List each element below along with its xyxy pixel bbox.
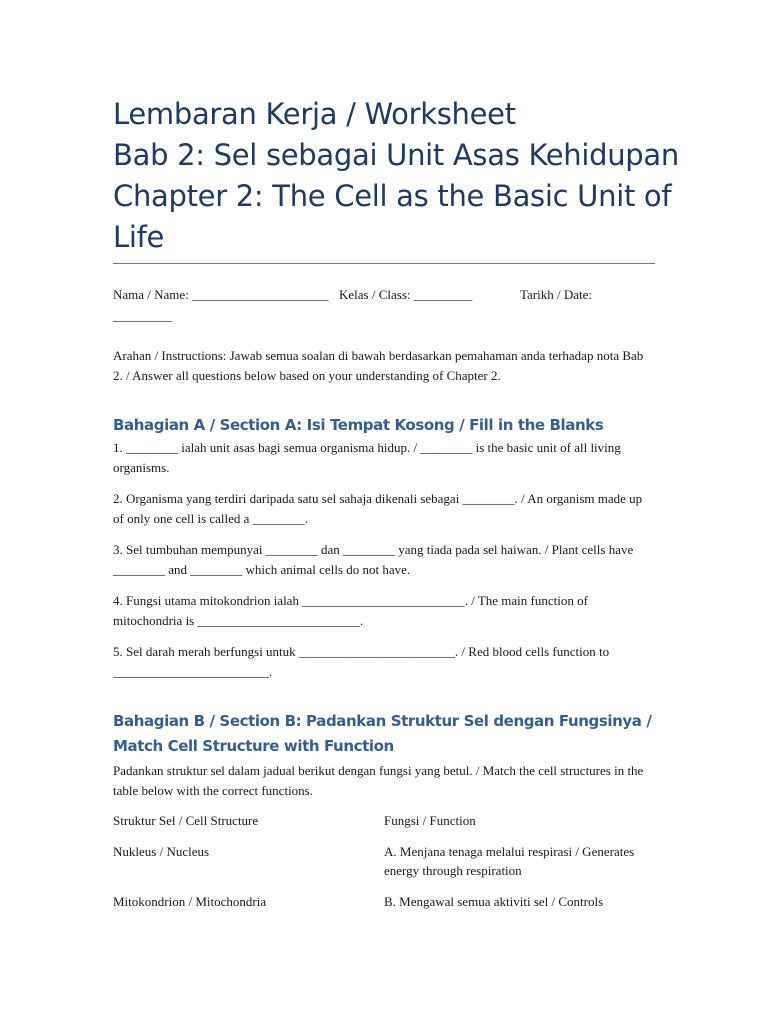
title-line-2: Bab 2: Sel sebagai Unit Asas Kehidupan <box>113 138 679 172</box>
table-cell-structure: Nukleus / Nucleus <box>113 843 210 859</box>
question-2: 2. Organisma yang terdiri daripada satu sel sahaja dikenali sebagai ________. / An organism made up of only one cell is called a ________. <box>113 491 643 526</box>
section-b-intro: Padankan struktur sel dalam jadual berikut dengan fungsi yang betul. / Match the cell structures in the table below with the correct functions. <box>113 763 644 798</box>
title-line-4: Life <box>113 220 165 254</box>
question-1: 1. ________ ialah unit asas bagi semua organisma hidup. / ________ is the basic unit of all living organisms. <box>113 440 621 475</box>
date-field-blank: _________ <box>113 308 172 323</box>
table-header-structure: Struktur Sel / Cell Structure <box>113 813 259 828</box>
table-header-row <box>113 811 655 831</box>
section-b-heading: Bahagian B / Section B: Padankan Struktur Sel dengan Fungsinya / Match Cell Structure with Function <box>113 712 652 755</box>
worksheet-title <box>113 94 679 258</box>
question-5: 5. Sel darah merah berfungsi untuk ________________________. / Red blood cells function to ________________________. <box>113 644 610 679</box>
name-field-label: Nama / Name: _____________________ <box>113 287 329 302</box>
table-row <box>113 842 655 881</box>
table-cell-structure: Mitokondrion / Mitochondria <box>113 893 267 909</box>
class-field-label: Kelas / Class: _________ <box>339 287 473 302</box>
date-field-label: Tarikh / Date: <box>520 287 593 302</box>
worksheet-page <box>113 94 679 922</box>
table-row <box>113 892 655 912</box>
instructions-text: Arahan / Instructions: Jawab semua soalan di bawah berdasarkan pemahaman anda terhadap nota Bab 2. / Answer all questions below based on your understanding of Chapter 2. <box>113 348 644 383</box>
title-line-1: Lembaran Kerja / Worksheet <box>113 97 516 131</box>
match-table <box>113 811 655 911</box>
student-info-line <box>113 284 655 326</box>
section-a-heading: Bahagian A / Section A: Isi Tempat Kosong / Fill in the Blanks <box>113 416 604 434</box>
section-a-questions <box>113 438 655 681</box>
title-line-3: Chapter 2: The Cell as the Basic Unit of <box>113 179 672 213</box>
question-3: 3. Sel tumbuhan mempunyai ________ dan ________ yang tiada pada sel haiwan. / Plant cells have ________ and ________ which animal cells do not have. <box>113 542 634 577</box>
table-cell-function: A. Menjana tenaga melalui respirasi / Generates energy through respiration <box>384 843 635 878</box>
title-divider <box>113 263 655 264</box>
table-header-function: Fungsi / Function <box>384 813 476 828</box>
table-cell-function: B. Mengawal semua aktiviti sel / Controls <box>384 893 604 909</box>
question-4: 4. Fungsi utama mitokondrion ialah _________________________. / The main function of mitochondria is _________________________. <box>113 593 588 628</box>
